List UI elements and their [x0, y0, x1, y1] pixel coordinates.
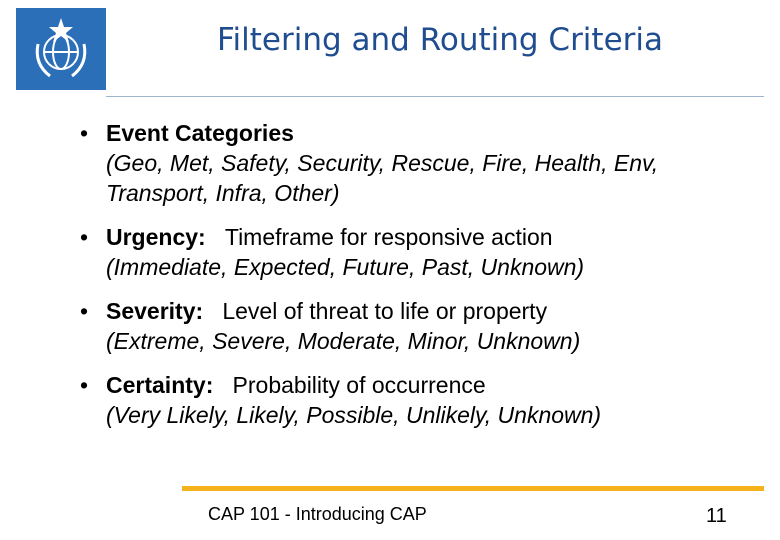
- slide-title: Filtering and Routing Criteria: [216, 22, 664, 58]
- footer-accent-bar: [182, 486, 764, 491]
- bullet-text: Level of threat to life or property: [209, 298, 548, 324]
- bullet-label: Certainty:: [106, 372, 214, 398]
- bullet-label: Severity:: [106, 298, 204, 324]
- bullet-item-severity: [76, 296, 766, 356]
- bullet-detail: (Immediate, Expected, Future, Past, Unknown): [106, 254, 585, 280]
- bullet-text: Probability of occurrence: [219, 372, 486, 398]
- bullet-label: Event Categories: [106, 120, 294, 146]
- bullet-detail: (Very Likely, Likely, Possible, Unlikely, Unknown): [106, 402, 602, 428]
- page-number: 11: [706, 505, 727, 527]
- bullet-item-urgency: [76, 222, 766, 282]
- bullet-text: Timeframe for responsive action: [212, 224, 553, 250]
- footer-text: CAP 101 - Introducing CAP: [208, 504, 427, 524]
- bullet-detail: (Geo, Met, Safety, Security, Rescue, Fire, Health, Env, Transport, Infra, Other): [106, 150, 659, 206]
- header-divider: [106, 96, 764, 97]
- bullet-label: Urgency:: [106, 224, 206, 250]
- bullet-marker: •: [80, 298, 89, 324]
- wmo-logo: [16, 8, 106, 90]
- bullet-detail: (Extreme, Severe, Moderate, Minor, Unknown): [106, 328, 581, 354]
- wmo-emblem-icon: [26, 14, 96, 84]
- bullet-marker: •: [80, 224, 89, 250]
- bullet-marker: •: [80, 372, 89, 398]
- bullet-item-certainty: [76, 370, 766, 430]
- bullet-item-event-categories: [76, 118, 766, 208]
- bullet-list: [76, 118, 766, 444]
- bullet-marker: •: [80, 120, 89, 146]
